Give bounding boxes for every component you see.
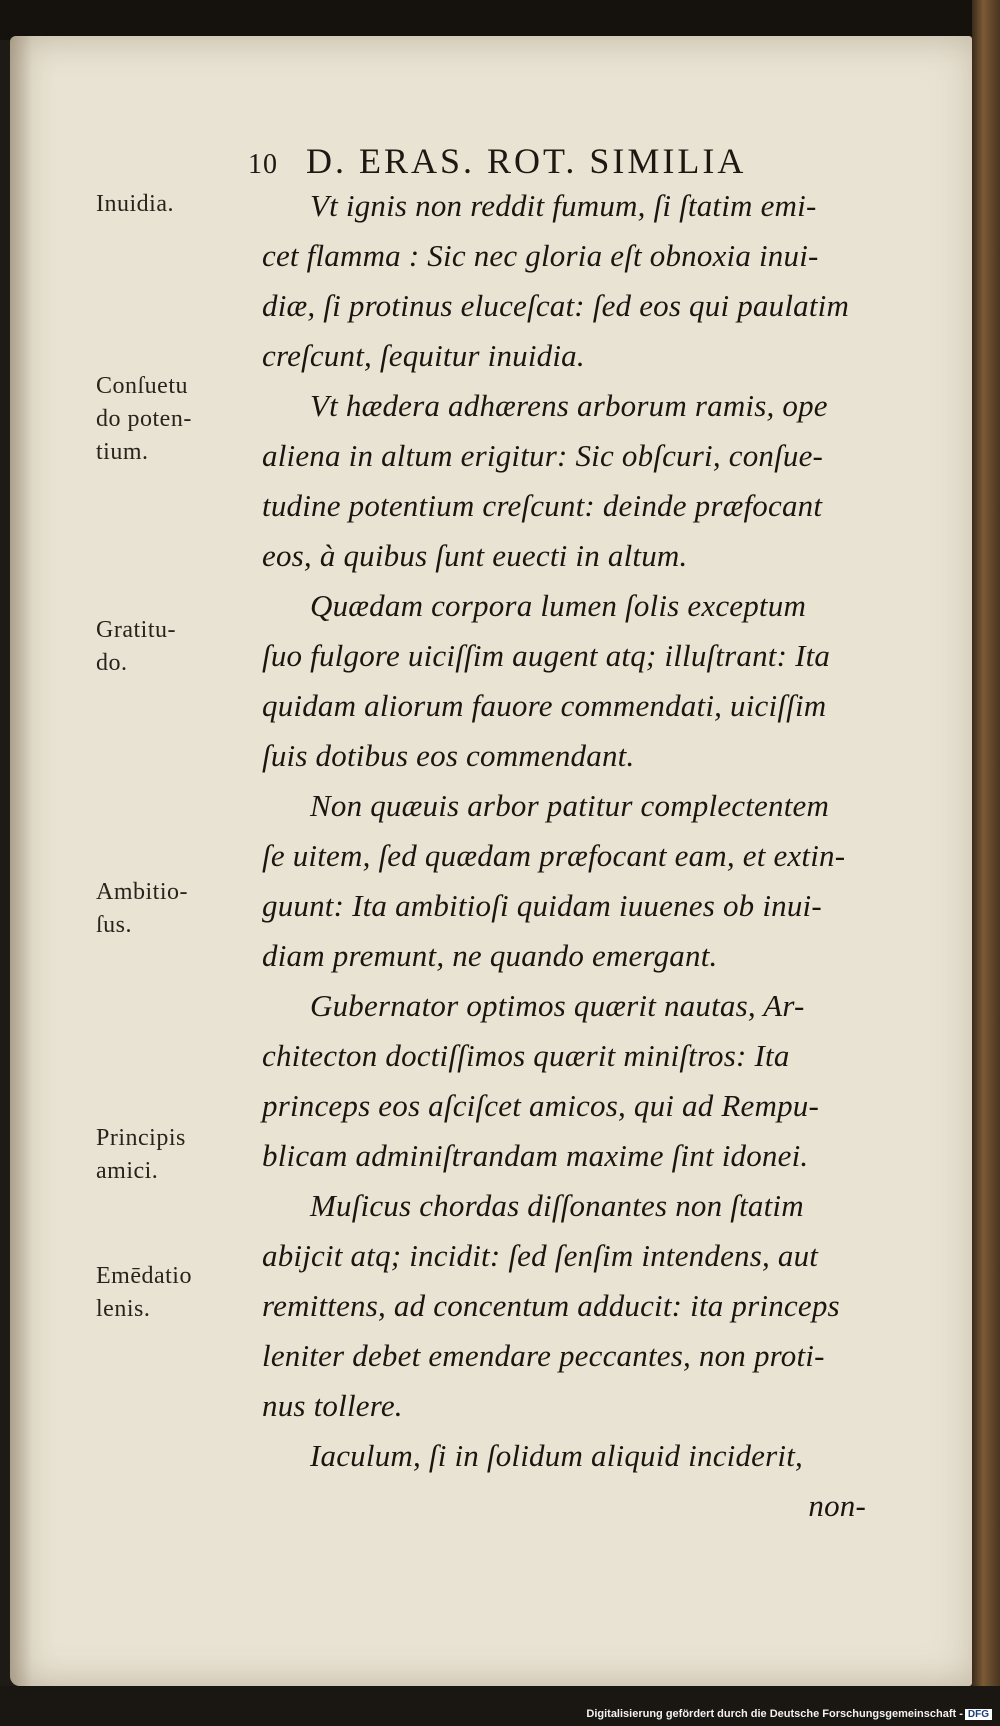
margin-note-inuidia bbox=[96, 188, 256, 221]
text-line: diæ, ſi protinus eluceſcat: ſed eos qui paulatim bbox=[262, 288, 850, 323]
margin-note-line: Gratitu- bbox=[96, 617, 176, 643]
credit-text: Digitalisierung gefördert durch die Deutsche Forschungsgemeinschaft - bbox=[586, 1708, 963, 1720]
text-line: ſe uitem, ſed quædam præfocant eam, et extin- bbox=[262, 838, 846, 873]
text-line: nus tollere. bbox=[262, 1388, 403, 1423]
text-line: quidam aliorum fauore commendati, uiciſſim bbox=[262, 688, 827, 723]
text-line: aliena in altum erigitur: Sic obſcuri, conſue- bbox=[262, 438, 824, 473]
margin-note-emendatio bbox=[96, 1260, 256, 1326]
margin-note-line: lenis. bbox=[96, 1296, 151, 1322]
margin-note-gratitudo bbox=[96, 614, 256, 680]
scan-footer bbox=[0, 1686, 1000, 1726]
margin-note-line: Ambitio- bbox=[96, 879, 188, 905]
text-line: Muſicus chordas diſſonantes non ſtatim bbox=[310, 1188, 804, 1223]
text-line: creſcunt, ſequitur inuidia. bbox=[262, 338, 585, 373]
running-title: D. ERAS. ROT. SIMILIA bbox=[306, 141, 747, 181]
text-line: Iaculum, ſi in ſolidum aliquid inciderit, bbox=[310, 1438, 803, 1473]
text-line: remittens, ad concentum adducit: ita princeps bbox=[262, 1288, 840, 1323]
margin-note-line: do. bbox=[96, 650, 128, 676]
text-line: diam premunt, ne quando emergant. bbox=[262, 938, 718, 973]
text-line: Vt hædera adhærens arborum ramis, ope bbox=[310, 388, 828, 423]
margin-note-principis-amici bbox=[96, 1122, 256, 1188]
margin-note-consuetudo bbox=[96, 370, 256, 469]
running-header bbox=[248, 140, 908, 190]
text-line: blicam adminiſtrandam maxime ſint idonei. bbox=[262, 1138, 809, 1173]
text-line: Gubernator optimos quærit nautas, Ar- bbox=[310, 988, 805, 1023]
text-line: cet flamma : Sic nec gloria eſt obnoxia inui- bbox=[262, 238, 819, 273]
margin-note-ambitiosus bbox=[96, 876, 256, 942]
text-line: princeps eos aſciſcet amicos, qui ad Rempu- bbox=[262, 1088, 820, 1123]
text-line: guunt: Ita ambitioſi quidam iuuenes ob inui- bbox=[262, 888, 822, 923]
margin-note-line: ſus. bbox=[96, 912, 133, 938]
margin-note-line: tium. bbox=[96, 439, 149, 465]
catchword: non- bbox=[808, 1488, 866, 1523]
text-line: Quædam corpora lumen ſolis exceptum bbox=[310, 588, 807, 623]
text-line: Non quæuis arbor patitur complectentem bbox=[310, 788, 830, 823]
text-line: eos, à quibus ſunt euecti in altum. bbox=[262, 538, 688, 573]
margin-note-line: Principis bbox=[96, 1125, 186, 1151]
margin-note-line: Conſuetu bbox=[96, 373, 188, 399]
book-page bbox=[10, 36, 972, 1686]
scan-background-top bbox=[0, 0, 1000, 40]
text-line: Vt ignis non reddit fumum, ſi ſtatim emi- bbox=[310, 188, 817, 223]
dfg-logo: DFG bbox=[965, 1709, 992, 1720]
book-edge bbox=[972, 0, 1000, 1726]
margin-note-line: amici. bbox=[96, 1158, 159, 1184]
digitization-credit bbox=[586, 1708, 992, 1720]
margin-note-line: Emēdatio bbox=[96, 1263, 192, 1289]
text-line: leniter debet emendare peccantes, non proti- bbox=[262, 1338, 825, 1373]
text-line: chitecton doctiſſimos quærit miniſtros: Ita bbox=[262, 1038, 790, 1073]
margin-note-line: Inuidia. bbox=[96, 191, 174, 217]
text-line: abijcit atq; incidit: ſed ſenſim intendens, aut bbox=[262, 1238, 819, 1273]
text-line: ſuo fulgore uiciſſim augent atq; illuſtrant: Ita bbox=[262, 638, 831, 673]
text-line: ſuis dotibus eos commendant. bbox=[262, 738, 635, 773]
margin-note-line: do poten- bbox=[96, 406, 192, 432]
page-number: 10 bbox=[248, 149, 278, 180]
text-line: tudine potentium creſcunt: deinde præfocant bbox=[262, 488, 823, 523]
